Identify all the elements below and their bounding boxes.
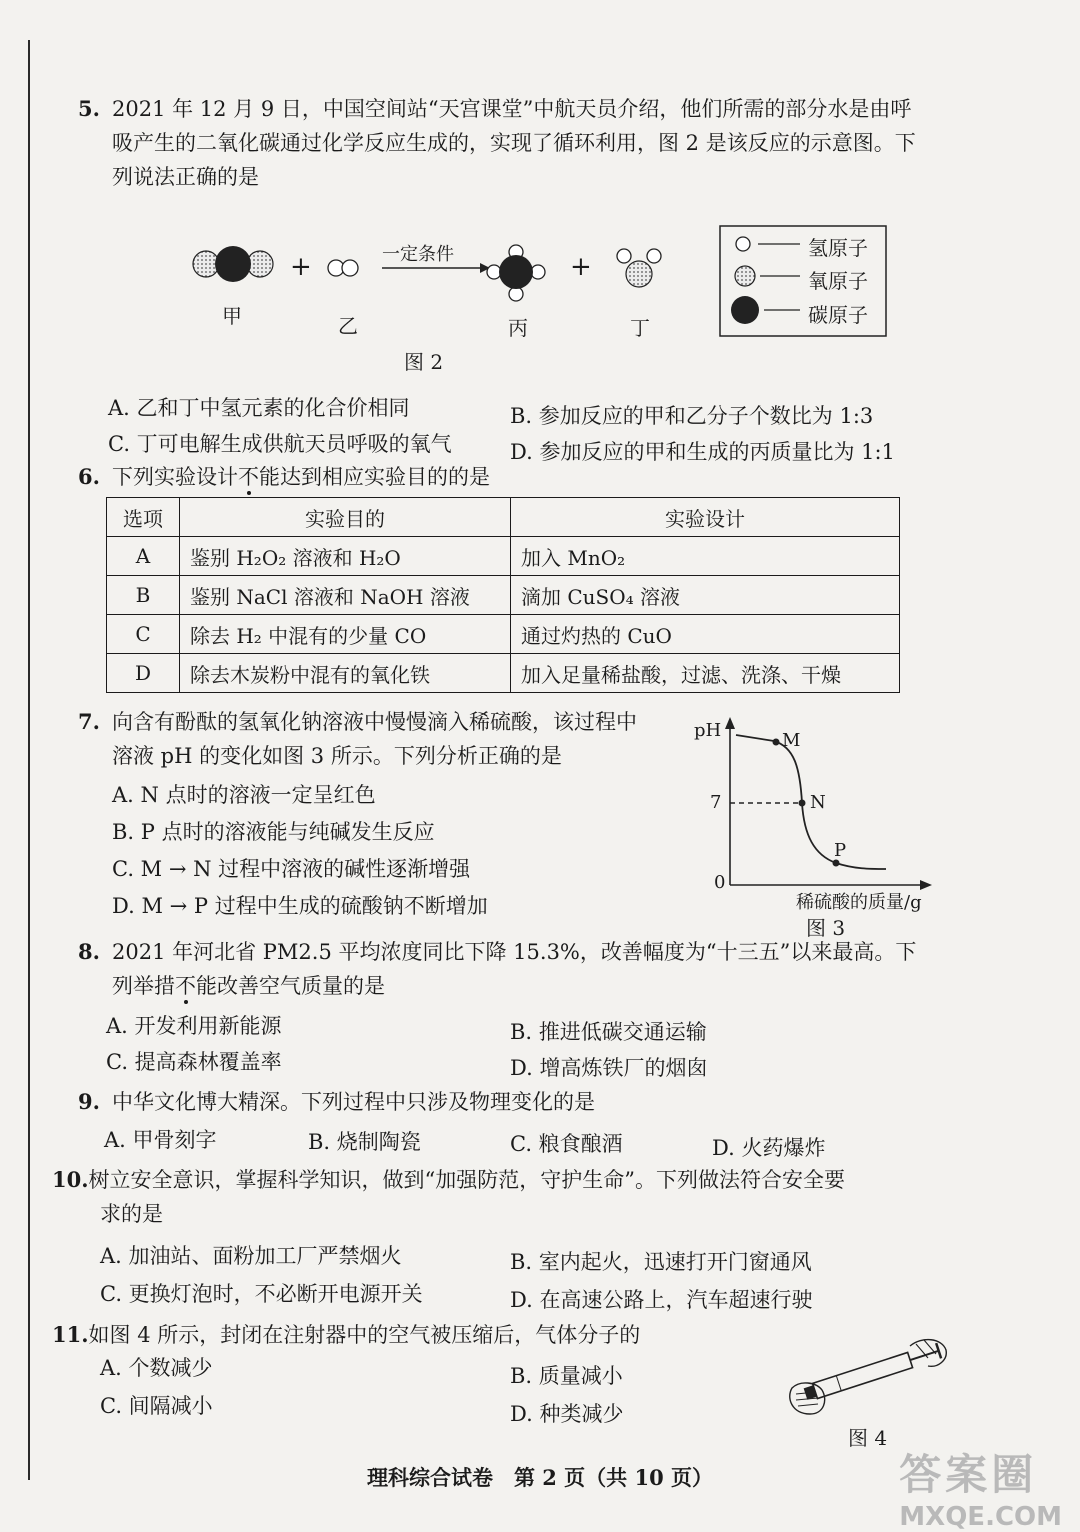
- cell-option: B: [107, 576, 180, 615]
- point-p-label: P: [834, 840, 847, 861]
- point-n: [799, 800, 806, 807]
- question-text: 能改善空气质量的是: [196, 974, 385, 998]
- cell-goal: 除去 H₂ 中混有的少量 CO: [180, 615, 511, 654]
- question-10: [52, 1163, 970, 1231]
- plus-sign: +: [290, 252, 312, 282]
- question-9: [78, 1085, 970, 1119]
- cell-design: 加入 MnO₂: [511, 537, 900, 576]
- table-row: [107, 654, 900, 693]
- question-text: 溶液 pH 的变化如图 3 所示。下列分析正确的是: [112, 744, 562, 768]
- tick-7: 7: [710, 792, 722, 813]
- question-text: 中华文化博大精深。下列过程中只涉及物理变化的是: [112, 1090, 595, 1114]
- question-number: 7.: [78, 709, 100, 734]
- option-a: A. 乙和丁中氢元素的化合价相同: [108, 396, 410, 420]
- cell-goal: 除去木炭粉中混有的氧化铁: [180, 654, 511, 693]
- point-n-label: N: [810, 792, 826, 813]
- cell-design: 滴加 CuSO₄ 溶液: [511, 576, 900, 615]
- question-text: 吸产生的二氧化碳通过化学反应生成的，实现了循环利用，图 2 是该反应的示意图。下: [112, 131, 916, 155]
- plus-sign: +: [570, 252, 592, 282]
- watermark-logo: 答案圈: [899, 1450, 1038, 1499]
- header-option: 选项: [107, 498, 180, 537]
- option-d: D. 增高炼铁厂的烟囱: [510, 1056, 708, 1080]
- experiment-table: [106, 497, 900, 693]
- question-text: 列说法正确的是: [112, 165, 259, 189]
- h2-molecule: [328, 260, 358, 276]
- question-6: [78, 460, 970, 494]
- table-row: [107, 615, 900, 654]
- option-d: D. 参加反应的甲和生成的丙质量比为 1:1: [510, 440, 895, 464]
- option-c: C. 粮食酿酒: [510, 1132, 623, 1156]
- question-text: 列举措: [112, 974, 175, 998]
- label-bing: 丙: [508, 316, 528, 340]
- option-c: C. 丁可电解生成供航天员呼吸的氧气: [108, 432, 452, 456]
- option-a: A. 个数减少: [100, 1356, 213, 1380]
- option-b: B. P 点时的溶液能与纯碱发生反应: [112, 820, 435, 844]
- label-jia: 甲: [222, 304, 242, 328]
- legend-carbon: 碳原子: [808, 303, 868, 327]
- syringe-illustration: [782, 1328, 952, 1418]
- cell-option: D: [107, 654, 180, 693]
- question-text: 如图 4 所示，封闭在注射器中的空气被压缩后，气体分子的: [88, 1323, 641, 1347]
- question-5: [78, 92, 970, 194]
- question-text: 求的是: [100, 1202, 163, 1226]
- table-row: [107, 576, 900, 615]
- cell-design: 加入足量稀盐酸，过滤、洗涤、干燥: [511, 654, 900, 693]
- question-text: 2021 年河北省 PM2.5 平均浓度同比下降 15.3%，改善幅度为“十三五”以来最高。下: [112, 940, 917, 964]
- question-number: 11.: [52, 1322, 89, 1347]
- margin-line: [28, 40, 30, 1480]
- option-c: C. M → N 过程中溶液的碱性逐渐增强: [112, 857, 471, 881]
- option-b: B. 参加反应的甲和乙分子个数比为 1:3: [510, 404, 874, 428]
- question-number: 5.: [78, 96, 100, 121]
- origin-label: 0: [714, 872, 726, 893]
- cell-goal: 鉴别 NaCl 溶液和 NaOH 溶液: [180, 576, 511, 615]
- question-number: 8.: [78, 939, 100, 964]
- question-number: 6.: [78, 464, 100, 489]
- x-axis-label: 稀硫酸的质量/g: [796, 892, 922, 913]
- cell-goal: 鉴别 H₂O₂ 溶液和 H₂O: [180, 537, 511, 576]
- option-b: B. 室内起火，迅速打开门窗通风: [510, 1250, 812, 1274]
- h2o-molecule: [617, 249, 661, 287]
- reaction-diagram: [180, 222, 900, 352]
- y-axis-label: pH: [694, 720, 722, 741]
- figure-caption: 图 2: [404, 350, 444, 374]
- legend-hydrogen: 氢原子: [808, 236, 868, 260]
- question-text: 下列实验设计: [112, 465, 238, 489]
- watermark-url: MXQE.COM: [899, 1502, 1062, 1532]
- option-b: B. 烧制陶瓷: [308, 1130, 421, 1154]
- emphasis-char: 不: [175, 974, 196, 998]
- option-b: B. 质量减小: [510, 1364, 623, 1388]
- legend-oxygen: 氧原子: [808, 269, 868, 293]
- question-text: 2021 年 12 月 9 日，中国空间站“天宫课堂”中航天员介绍，他们所需的部分水是由呼: [112, 97, 912, 121]
- question-text: 能达到相应实验目的的是: [259, 465, 490, 489]
- option-c: C. 间隔减小: [100, 1394, 213, 1418]
- option-a: A. 开发利用新能源: [106, 1014, 282, 1038]
- point-m: [773, 739, 780, 746]
- site-watermark: [899, 1442, 1062, 1532]
- cell-option: A: [107, 537, 180, 576]
- option-d: D. 在高速公路上，汽车超速行驶: [510, 1288, 813, 1312]
- option-d: D. M → P 过程中生成的硫酸钠不断增加: [112, 894, 488, 918]
- header-design: 实验设计: [511, 498, 900, 537]
- option-d: D. 火药爆炸: [712, 1136, 826, 1160]
- emphasis-char: 不: [238, 465, 259, 489]
- option-a: A. N 点时的溶液一定呈红色: [112, 783, 376, 807]
- option-a: A. 加油站、面粉加工厂严禁烟火: [100, 1244, 402, 1268]
- figure-caption: 图 4: [848, 1426, 888, 1450]
- question-text: 向含有酚酞的氢氧化钠溶液中慢慢滴入稀硫酸，该过程中: [112, 710, 637, 734]
- point-m-label: M: [782, 730, 801, 751]
- option-d: D. 种类减少: [510, 1402, 624, 1426]
- header-goal: 实验目的: [180, 498, 511, 537]
- cell-option: C: [107, 615, 180, 654]
- page-footer: 理科综合试卷 第 2 页（共 10 页）: [366, 1465, 714, 1490]
- figure-caption: 图 3: [806, 916, 846, 940]
- label-yi: 乙: [338, 314, 358, 338]
- co2-molecule: [193, 246, 273, 282]
- question-number: 9.: [78, 1089, 100, 1114]
- label-ding: 丁: [630, 316, 650, 340]
- question-number: 10.: [52, 1167, 89, 1192]
- option-c: C. 提高森林覆盖率: [106, 1050, 282, 1074]
- question-8: [78, 935, 970, 1003]
- ch4-molecule: [487, 245, 545, 301]
- option-a: A. 甲骨刻字: [104, 1128, 217, 1152]
- table-row: [107, 537, 900, 576]
- option-b: B. 推进低碳交通运输: [510, 1020, 707, 1044]
- question-text: 树立安全意识，掌握科学知识，做到“加强防范，守护生命”。下列做法符合安全要: [88, 1168, 846, 1192]
- option-c: C. 更换灯泡时，不必断开电源开关: [100, 1282, 423, 1306]
- cell-design: 通过灼热的 CuO: [511, 615, 900, 654]
- condition-label: 一定条件: [382, 244, 454, 265]
- table-header-row: [107, 498, 900, 537]
